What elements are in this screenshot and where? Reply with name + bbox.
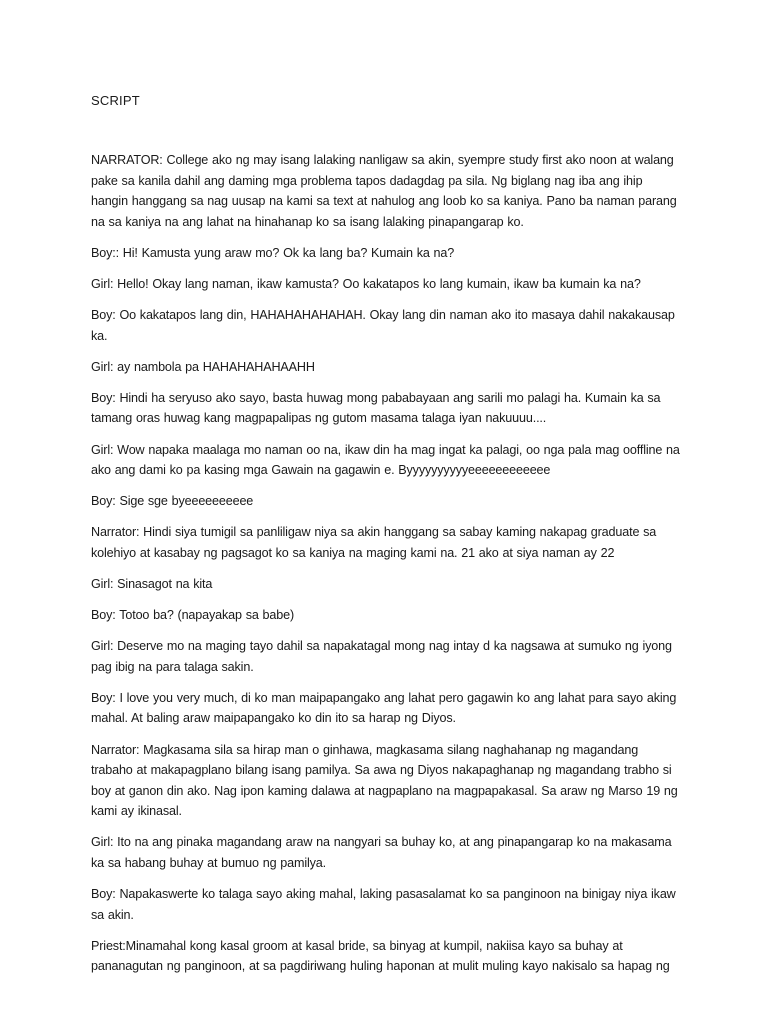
script-line: Priest:Minamahal kong kasal groom at kasal bride, sa binyag at kumpil, nakiisa kayo sa buhay at pananagutan ng panginoon, at sa pagdiriwang huling haponan at mulit muling kayo nakisalo sa hapag ng: [91, 938, 670, 974]
script-line: Boy: Oo kakatapos lang din, HAHAHAHAHAHAH. Okay lang din naman ako ito masaya dahil nakakausap ka.: [91, 308, 675, 343]
script-line: Boy:: Hi! Kamusta yung araw mo? Ok ka lang ba? Kumain ka na?: [91, 245, 455, 260]
script-line: Girl: Ito na ang pinaka magandang araw na nangyari sa buhay ko, at ang pinapangarap ko na makasama ka sa habang buhay at bumuo ng pamilya.: [91, 835, 672, 871]
script-line: Girl: ay nambola pa HAHAHAHAHAAHH: [91, 359, 315, 374]
script-line: Girl: Hello! Okay lang naman, ikaw kamusta? Oo kakatapos ko lang kumain, ikaw ba kumain ka na?: [91, 276, 641, 291]
script-line: Girl: Deserve mo na maging tayo dahil sa napakatagal mong nag intay d ka nagsawa at sumuko ng iyong pag ibig na para talaga sakin.: [91, 639, 672, 674]
script-body: [91, 150, 683, 988]
script-line: NARRATOR: College ako ng may isang lalaking nanligaw sa akin, syempre study first ako noon at walang pake sa kanila dahil ang daming mga problema tapos dadagdag pa sila. Ng biglang nag iba ang ihip hangin hanggang sa nag uusap na kami sa text at nahulog ang loob ko sa kaniya. Pano ba naman parang na sa kaniya na ang lahat na hinahanap ko sa isang lalaking pinapangarap ko.: [91, 153, 677, 229]
page-title: SCRIPT: [91, 93, 140, 108]
script-line: Boy: Sige sge byeeeeeeeeee: [91, 494, 254, 509]
script-line: Boy: I love you very much, di ko man maipapangako ang lahat pero gagawin ko ang lahat para sayo aking mahal. At baling araw maipapangako ko din ito sa harap ng Diyos.: [91, 690, 677, 726]
script-line: Boy: Totoo ba? (napayakap sa babe): [91, 608, 295, 623]
script-line: Narrator: Hindi siya tumigil sa panliligaw niya sa akin hanggang sa sabay kaming nakapag graduate sa kolehiyo at kasabay ng pagsagot ko sa kaniya na maging kami na. 21 ako at siya naman ay 22: [91, 525, 657, 560]
script-line: Girl: Wow napaka maalaga mo naman oo na, ikaw din ha mag ingat ka palagi, oo nga pala mag ooffline na ako ang dami ko pa kasing mga Gawain na gagawin e. Byyyyyyyyyyeeeeeeeeeeee: [91, 442, 680, 478]
script-line: Boy: Napakaswerte ko talaga sayo aking mahal, laking pasasalamat ko sa panginoon na binigay niya ikaw sa akin.: [91, 887, 676, 922]
script-line: Girl: Sinasagot na kita: [91, 577, 213, 591]
script-line: Narrator: Magkasama sila sa hirap man o ginhawa, magkasama silang naghahanap ng magandang trabaho at makapagplano bilang isang pamilya. Sa awa ng Diyos nakapaghanap ng magandang trabho si boy at ganon din ako. Nag ipon kaming dalawa at nagpaplano na magpapakasal. Sa araw ng Marso 19 ng kami ay ikinasal.: [91, 742, 678, 819]
script-line: Boy: Hindi ha seryuso ako sayo, basta huwag mong pababayaan ang sarili mo palagi ha. Kumain ka sa tamang oras huwag kang magpapalipas ng gutom masama talaga iyan nakuuuu....: [91, 390, 661, 426]
